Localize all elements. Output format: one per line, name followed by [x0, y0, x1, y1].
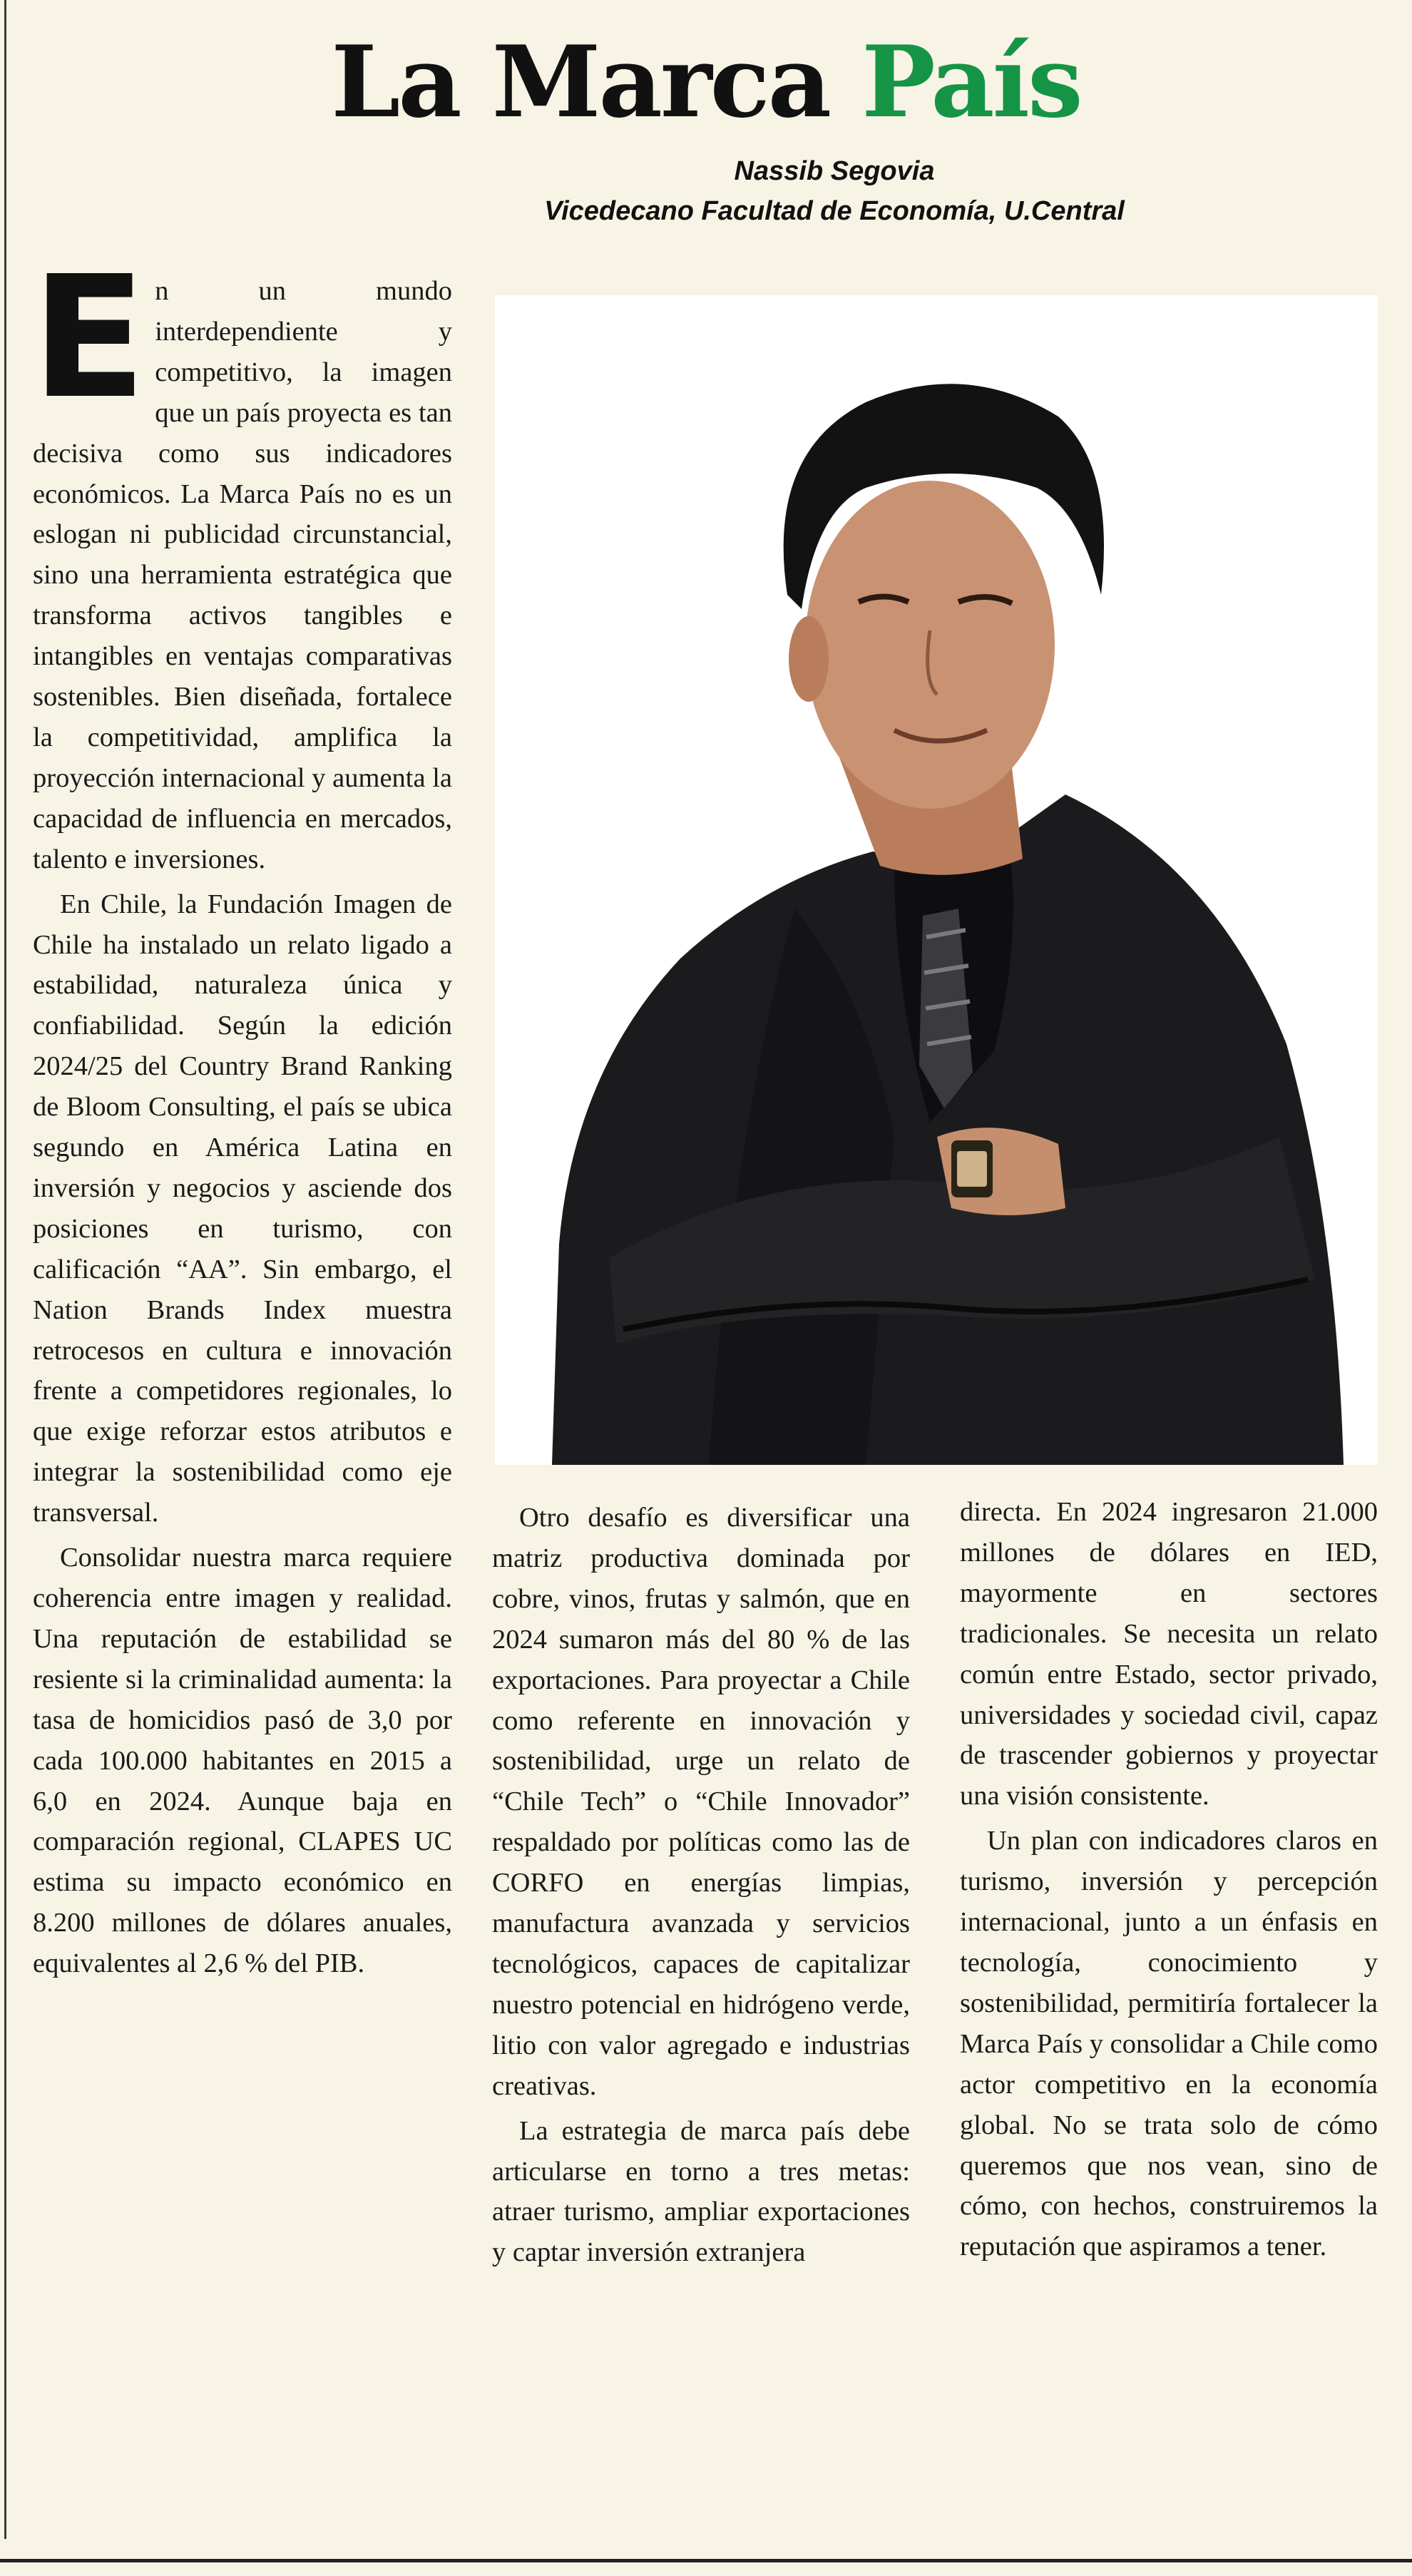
- author-name: Nassib Segovia: [734, 156, 935, 186]
- author-photo: [495, 295, 1378, 1465]
- article-paragraph: En Chile, la Fundación Imagen de Chile ha instalado un relato ligado a estabilidad, naturaleza única y confiabilidad. Según la edición 2024/25 del Country Brand Ranking de Bloom Consulting, el país se ubica segundo en América Latina en inversión y negocios y asciende dos posiciones en turismo, con calificación “AA”. Sin embargo, el Nation Brands Index muestra retrocesos en cultura e innovación frente a competidores regionales, lo que exige reforzar estos atributos e integrar la sostenibilidad como eje transversal.: [33, 889, 452, 1528]
- page-title: [0, 24, 1412, 140]
- article-paragraph: directa. En 2024 ingresaron 21.000 millones de dólares en IED, mayormente en sectores tradicionales. Se necesita un relato común entre Estado, sector privado, universidades y sociedad civil, capaz de trascender gobiernos y proyectar una visión consistente.: [960, 1497, 1378, 1811]
- article-paragraph: Otro desafío es diversificar una matriz productiva dominada por cobre, vinos, frutas y salmón, que en 2024 sumaron más del 80 % de las exportaciones. Para proyectar a Chile como referente en innovación y sostenibilidad, urge un relato de “Chile Tech” o “Chile Innovador” respaldado por políticas como las de CORFO en energías limpias, manufactura avanzada y servicios tecnológicos, capaces de capitalizar nuestro potencial en hidrógeno verde, litio con valor agregado e industrias creativas.: [492, 1503, 910, 2101]
- article-column-1: [31, 240, 452, 1984]
- article-paragraph: La estrategia de marca país debe articularse en torno a tres metas: atraer turismo, ampliar exportaciones y captar inversión extranjera: [492, 2115, 910, 2268]
- author-portrait-icon: [495, 295, 1378, 1465]
- title-main: La Marca: [331, 24, 830, 140]
- paragraph-text: n un mundo interdependiente y competitivo, la imagen que un país proyecta es tan decisiva como sus indicadores económicos. La Marca País no es un eslogan ni publicidad circunstancial, sino una herramienta estratégica que transforma activos tangibles e intangibles en ventajas comparativas sostenibles. Bien diseñada, fortalece la competitividad, amplifica la proyección internacional y aumenta la capacidad de influencia en mercados, talento e inversiones.: [33, 276, 452, 874]
- title-accent: País: [861, 24, 1081, 140]
- byline: [0, 151, 1412, 231]
- article-paragraph: [31, 240, 452, 880]
- article-paragraph: Consolidar nuestra marca requiere coherencia entre imagen y realidad. Una reputación de estabilidad se resiente si la criminalidad aumenta: la tasa de homicidios pasó de 3,0 por cada 100.000 habitantes en 2015 a 6,0 en 2024. Aunque baja en comparación regional, CLAPES UC estima su impacto económico en 8.200 millones de dólares anuales, equivalentes al 2,6 % del PIB.: [33, 1543, 452, 1979]
- article-column-3: [960, 1492, 1378, 2267]
- article-column-2: [492, 1498, 910, 2273]
- article-paragraph: Un plan con indicadores claros en turismo, inversión y percepción internacional, junto a un énfasis en tecnología, conocimiento y sostenibilidad, permitiría fortalecer la Marca País y consolidar a Chile como actor competitivo en la economía global. No se trata solo de cómo queremos que nos vean, sino de cómo, con hechos, construiremos la reputación que aspiramos a tener.: [960, 1826, 1378, 2262]
- drop-cap: E: [31, 240, 147, 436]
- page-left-rule: [4, 0, 6, 2539]
- page-bottom-rule: [0, 2559, 1412, 2562]
- author-role: Vicedecano Facultad de Economía, U.Central: [544, 196, 1125, 226]
